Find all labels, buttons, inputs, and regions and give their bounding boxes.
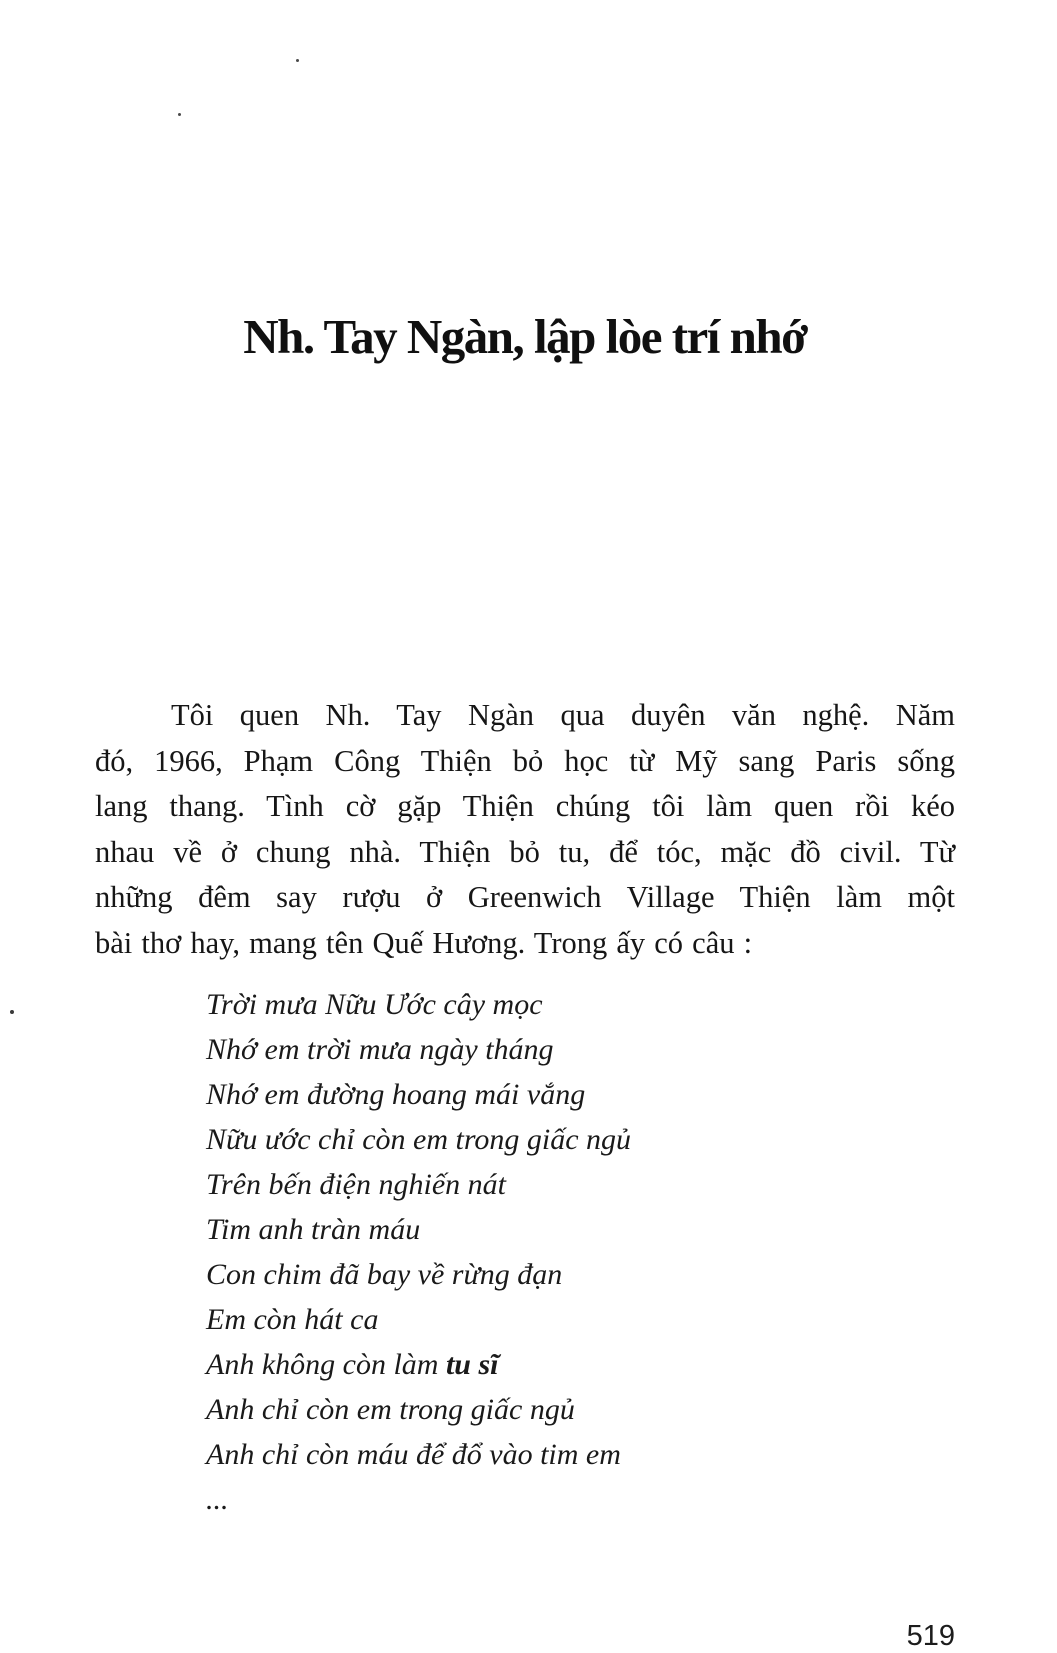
poem-line: Trời mưa Nữu Ước cây mọc (206, 988, 543, 1021)
paragraph-line: những đêm say rượu ở Greenwich Village Thiện làm một (95, 880, 955, 914)
poem-line: Anh chỉ còn em trong giấc ngủ (206, 1393, 575, 1426)
poem-quote (206, 982, 826, 1522)
scan-speck (10, 1010, 14, 1014)
poem-line: Con chim đã bay về rừng đạn (206, 1258, 563, 1291)
intro-paragraph (95, 693, 955, 966)
poem-line: Trên bến điện nghiến nát (206, 1168, 506, 1201)
poem-line: Tim anh tràn máu (206, 1213, 421, 1246)
poem-line: Nhớ em trời mưa ngày tháng (206, 1033, 554, 1066)
poem-line: Anh chỉ còn máu để đổ vào tim em (206, 1438, 621, 1471)
chapter-title: Nh. Tay Ngàn, lập lòe trí nhớ (243, 309, 807, 364)
scan-speck (296, 59, 299, 62)
page-number: 519 (906, 1620, 955, 1652)
poem-bold-phrase: tu sĩ (445, 1348, 499, 1381)
paragraph-line: Tôi quen Nh. Tay Ngàn qua duyên văn nghệ. Năm (171, 698, 955, 732)
poem-line-text: Anh không còn làm (206, 1348, 446, 1381)
scan-speck (178, 113, 181, 116)
poem-line (206, 1342, 826, 1387)
paragraph-line: đó, 1966, Phạm Công Thiện bỏ học từ Mỹ sang Paris sống (95, 743, 955, 778)
paragraph-line: bài thơ hay, mang tên Quế Hương. Trong ấy có câu : (95, 925, 753, 960)
paragraph-line: lang thang. Tình cờ gặp Thiện chúng tôi làm quen rồi kéo (95, 789, 955, 823)
poem-line: Nhớ em đường hoang mái vắng (206, 1078, 586, 1111)
poem-line: Nữu ước chỉ còn em trong giấc ngủ (206, 1123, 632, 1156)
poem-ellipsis: ... (206, 1483, 229, 1516)
paragraph-line: nhau về ở chung nhà. Thiện bỏ tu, để tóc, mặc đồ civil. Từ (95, 834, 955, 869)
poem-line: Em còn hát ca (206, 1303, 379, 1336)
